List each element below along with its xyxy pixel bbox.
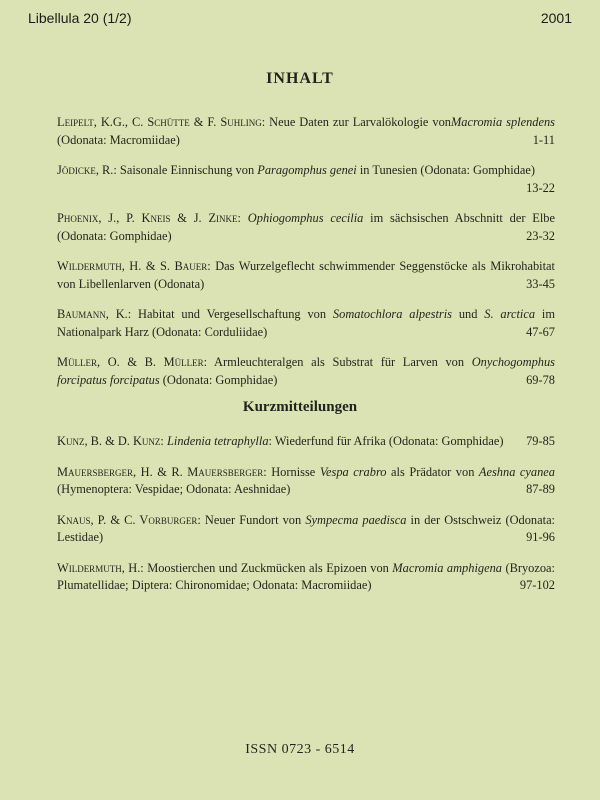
entry-title-part: (Hymenoptera: Vespidae; Odonata: Aeshnidae)	[57, 482, 291, 496]
toc-entry-text	[57, 307, 555, 339]
toc-entry-text	[57, 513, 555, 545]
entry-title-part: Das Wurzelgeflecht schwimmender Seggenstöcke als Mikrohabitat von Libellenlarven (Odonata)	[57, 259, 555, 291]
entry-title-part: Moostierchen und Zuckmücken als Epizoen von	[143, 560, 393, 575]
toc-entry[interactable]	[57, 560, 555, 595]
page-header	[28, 10, 572, 26]
toc-entry[interactable]	[57, 114, 555, 149]
toc-entry[interactable]	[57, 162, 555, 197]
entry-authors: Wildermuth, H. & S. Bauer:	[57, 259, 211, 273]
entry-species: Somatochlora alpestris	[332, 307, 452, 321]
toc-entry[interactable]	[57, 512, 555, 547]
entry-title-part: Habitat und Vergesellschaftung von	[131, 307, 333, 321]
entry-title-part: Saisonale Einnischung von	[116, 163, 258, 177]
entry-title-part: (Odonata: Gomphidae)	[159, 372, 278, 387]
entry-authors: Phoenix, J., P. Kneis & J. Zinke:	[57, 211, 241, 225]
issn: ISSN 0723 - 6514	[245, 742, 355, 757]
journal-year: 2001	[540, 10, 572, 26]
entry-authors: Knaus, P. & C. Vorburger:	[57, 512, 201, 527]
toc-entry[interactable]	[57, 433, 555, 451]
entry-title-part: in Tunesien (Odonata: Gomphidae)	[356, 163, 535, 177]
entry-authors: Leipelt, K.G., C. Schütte & F. Suhling:	[57, 115, 266, 129]
toc-entry[interactable]	[57, 210, 555, 245]
entry-title-part: Neuer Fundort von	[200, 512, 306, 527]
entry-title-part: (Bryozoa: Plumatellidae; Diptera: Chironomidae; Odonata: Macromiidae)	[57, 560, 555, 592]
entry-pages: 87-89	[526, 482, 555, 496]
entry-title-part: und	[451, 307, 485, 321]
entry-species: S. arctica	[484, 307, 536, 321]
entry-title-part: Neue Daten zur Larvalökologie von	[265, 115, 451, 129]
entry-species: Vespa crabro	[319, 464, 387, 479]
toc-entry-text	[57, 259, 555, 291]
entry-authors: Kunz, B. & D. Kunz:	[57, 434, 164, 448]
entry-authors: Müller, O. & B. Müller:	[57, 355, 208, 369]
entry-authors: Mauersberger, H. & R. Mauersberger:	[57, 464, 267, 479]
toc-entry[interactable]	[57, 464, 555, 499]
entry-title-part: Armleuchteralgen als Substrat für Larven von	[207, 355, 472, 369]
entry-authors: Jödicke, R.:	[57, 163, 117, 177]
entry-title-part: im Nationalpark Harz (Odonata: Corduliidae)	[57, 307, 555, 339]
entry-species: Paragomphus genei	[257, 163, 357, 177]
entry-title-part: : Wiederfund für Afrika (Odonata: Gomphidae)	[268, 434, 504, 448]
entry-species: Macromia amphigena	[392, 560, 502, 575]
toc-entry[interactable]	[57, 306, 555, 341]
toc-entry-text	[57, 115, 555, 147]
entry-species: Ophiogomphus cecilia	[247, 211, 364, 225]
entry-title-part: im sächsischen Abschnitt der Elbe (Odonata: Gomphidae)	[57, 211, 555, 243]
short-notes-list	[57, 433, 555, 608]
short-notes-title: Kurzmitteilungen	[242, 399, 358, 415]
journal-issue: Libellula 20 (1/2)	[28, 10, 132, 26]
toc-entry[interactable]	[57, 258, 555, 293]
entry-species: Lindenia tetraphylla	[166, 434, 269, 448]
entry-species: Aeshna cyanea	[478, 464, 556, 479]
toc-entry[interactable]	[57, 354, 555, 389]
entry-title-part: (Odonata: Macromiidae)	[57, 132, 180, 147]
entry-pages: 33-45	[526, 276, 555, 291]
toc-entry-text	[57, 163, 535, 177]
toc-entry-text	[57, 561, 555, 593]
toc-entry-text	[57, 211, 555, 243]
toc-entry-text	[57, 355, 555, 387]
entry-pages: 47-67	[526, 324, 555, 339]
entry-title-part: Hornisse	[266, 464, 320, 479]
entry-authors: Wildermuth, H.:	[57, 560, 144, 575]
entry-pages: 91-96	[526, 530, 555, 544]
entry-pages: 97-102	[519, 578, 555, 592]
entry-title-part	[241, 211, 248, 225]
entry-species: Onychogomphus forcipatus forcipatus	[57, 355, 555, 387]
toc-entry-text	[57, 434, 503, 448]
entry-species: Sympecma paedisca	[305, 512, 407, 527]
entry-pages: 1-11	[532, 132, 555, 147]
articles-list	[57, 114, 555, 402]
entry-title-part: in der Ostschweiz (Odonata: Lestidae)	[57, 512, 556, 544]
entry-title-part: als Prädator von	[386, 464, 479, 479]
entry-pages: 13-22	[526, 180, 555, 195]
entry-authors: Baumann, K.:	[57, 307, 132, 321]
entry-pages: 69-78	[526, 372, 555, 387]
contents-title: INHALT	[266, 70, 334, 87]
entry-pages: 79-85	[526, 434, 555, 448]
entry-pages: 23-32	[526, 228, 555, 243]
entry-species: Macromia splendens	[450, 115, 556, 129]
toc-entry-text	[57, 465, 555, 497]
